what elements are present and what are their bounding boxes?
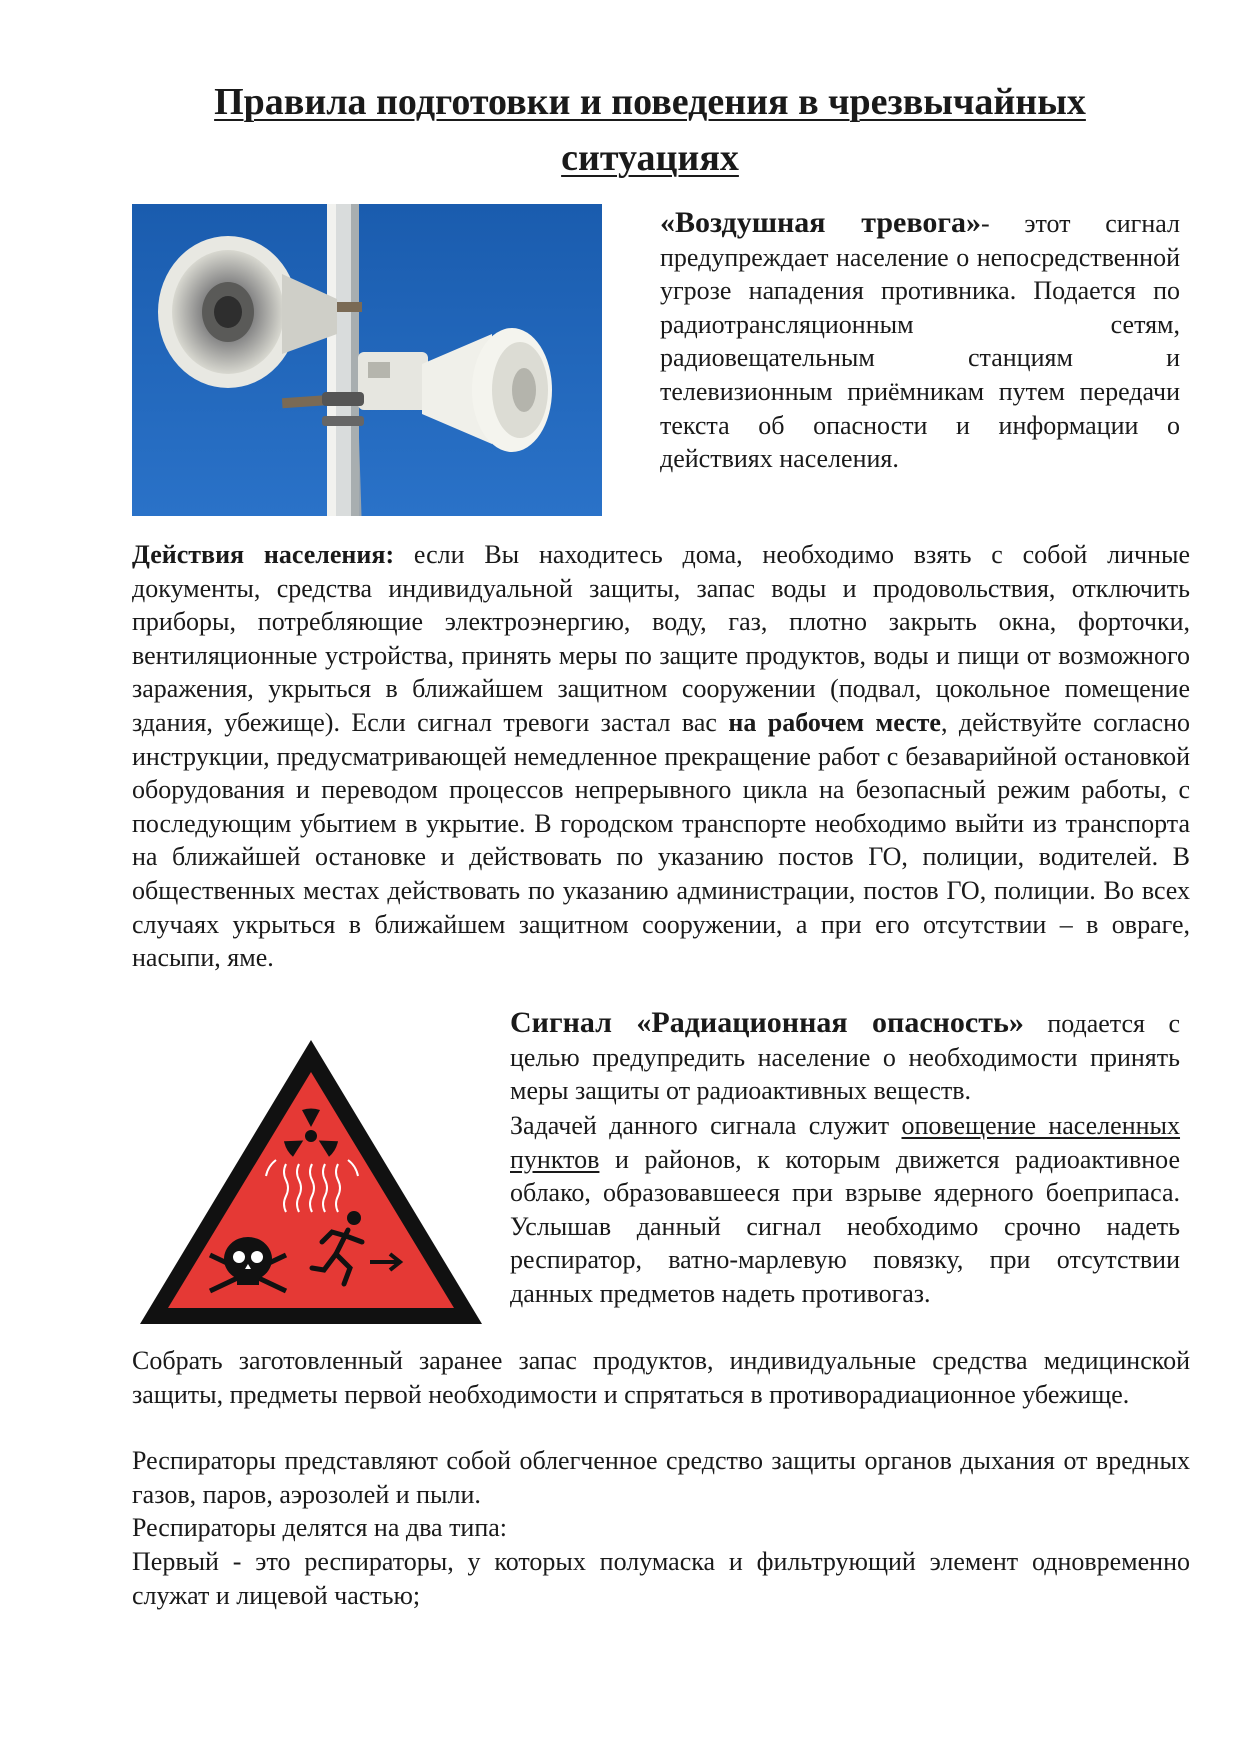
task-lead: Задачей данного сигнала служит (510, 1111, 902, 1140)
workplace-emphasis: на рабочем месте (728, 707, 941, 737)
actions-label: Действия населения: (132, 540, 395, 569)
radiation-text: подается с целью предупредить население о необходимости принять меры защиты от радиоактивных веществ. (510, 1009, 1180, 1106)
air-raid-paragraph (660, 206, 1180, 476)
radiation-paragraph (510, 1006, 1180, 1108)
respirator-first-type: Первый - это респираторы, у которых полумаска и фильтрующий элемент одновременно служат и лицевой частью; (132, 1547, 1190, 1610)
air-raid-heading: «Воздушная тревога» (660, 206, 981, 239)
task-underlined: оповещение населенных пунктов (510, 1111, 1181, 1174)
shelter-paragraph: Собрать заготовленный заранее запас продуктов, индивидуальные средства медицинской защиты, предметы первой необходимости и спрятаться в противорадиационное убежище. (132, 1346, 1190, 1409)
actions-text-part2: , действуйте согласно инструкции, предусматривающей немедленное прекращение работ с безаварийной остановкой оборудования и переводом процессов непрерывного цикла на безопасный режим работы, с последующим убытием в укрытие. В городском транспорте необходимо выйти из транспорта на ближайшей остановке и действовать по указанию постов ГО, полиции, водителей. В общественных местах действовать по указанию администрации, постов ГО, полиции. Во всех случаях укрыться в ближайшем защитном сооружении, а при его отсутствии – в овраге, насыпи, яме. (132, 707, 1190, 973)
respirator-definition: Респираторы представляют собой облегченное средство защиты органов дыхания от вредных газов, паров, аэрозолей и пыли. (132, 1446, 1190, 1509)
task-rest: и районов, к которым движется радиоактивное облако, образовавшееся при взрыве ядерного боеприпаса. Услышав данный сигнал необходимо срочно надеть респиратор, ватно-марлевую повязку, при отсутствии данных предметов надеть противогаз. (510, 1144, 1180, 1308)
air-raid-text: - этот сигнал предупреждает население о непосредственной угрозе нападения противника. Подается по радиотрансляционным сетям, радиовещательным станциям и телевизионным приёмникам путем передачи текста об опасности и информации о действиях населения. (660, 209, 1180, 474)
radiation-heading: Сигнал «Радиационная опасность» (510, 1006, 1024, 1039)
hazard-triangle-fill (168, 1072, 454, 1308)
siren-photo (132, 204, 602, 516)
radiation-task-paragraph (510, 1109, 1180, 1311)
actions-paragraph (132, 538, 1190, 975)
radiation-hazard-sign (136, 1036, 486, 1328)
page-title: Правила подготовки и поведения в чрезвычайных ситуациях (214, 81, 1086, 179)
respirator-types: Респираторы делятся на два типа: (132, 1513, 508, 1542)
actions-text-part1: если Вы находитесь дома, необходимо взять с собой личные документы, средства индивидуальной защиты, запас воды и продовольствия, отключить приборы, потребляющие электроэнергию, воду, газ, плотно закрыть окна, форточки, вентиляционные устройства, принять меры по защите продуктов, воды и пищи от возможного заражения, укрыться в ближайшем защитном сооружении (подвал, цокольное помещение здания, убежище). Если сигнал тревоги застал вас (132, 540, 1190, 737)
